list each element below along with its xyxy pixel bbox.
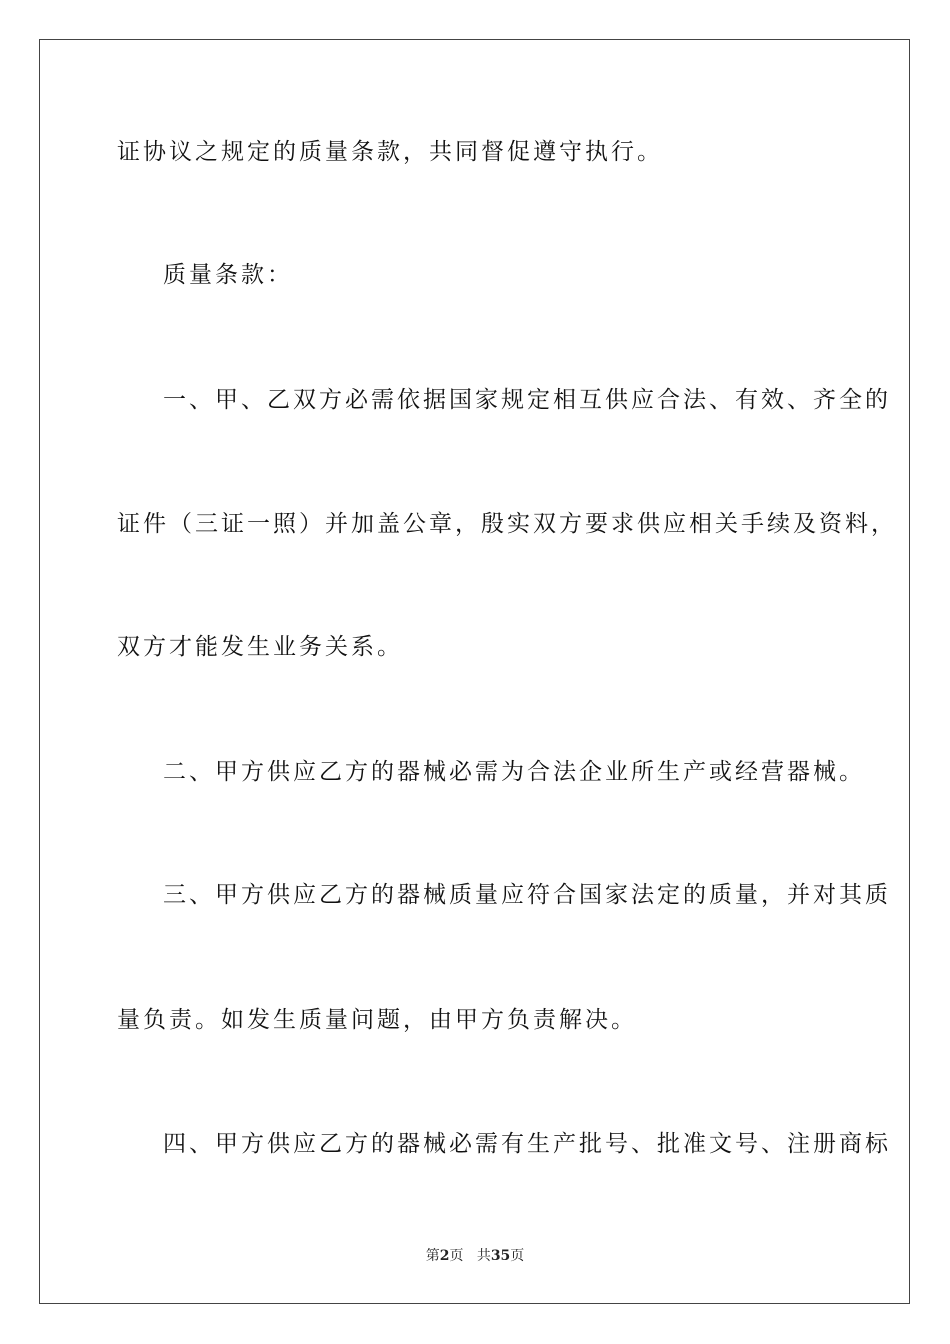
section-heading: 质量条款： [163, 262, 293, 288]
clause-2-line-1: 二、甲方供应乙方的器械必需为合法企业所生产或经营器械。 [163, 759, 865, 785]
clause-1-line-2: 证件（三证一照）并加盖公章，殷实双方要求供应相关手续及资料， [117, 511, 897, 537]
body-line-1: 证协议之规定的质量条款，共同督促遵守执行。 [117, 139, 663, 165]
page-frame [39, 39, 910, 1304]
footer-page-suffix: 页 [449, 1248, 464, 1264]
footer-total-prefix: 共 [476, 1248, 491, 1264]
clause-3-line-1: 三、甲方供应乙方的器械质量应符合国家法定的质量，并对其质 [163, 882, 891, 908]
clause-1-line-3: 双方才能发生业务关系。 [117, 634, 403, 660]
footer-page-prefix: 第 [425, 1248, 440, 1264]
footer-total-pages: 35 [490, 1248, 511, 1264]
clause-1-line-1: 一、甲、乙双方必需依据国家规定相互供应合法、有效、齐全的 [163, 387, 891, 413]
clause-3-line-2: 量负责。如发生质量问题，由甲方负责解决。 [117, 1007, 637, 1033]
footer-current-page: 2 [439, 1248, 450, 1264]
clause-4-line-1: 四、甲方供应乙方的器械必需有生产批号、批准文号、注册商标 [163, 1131, 891, 1157]
footer-total-suffix: 页 [510, 1248, 525, 1264]
page-footer [0, 1246, 950, 1266]
